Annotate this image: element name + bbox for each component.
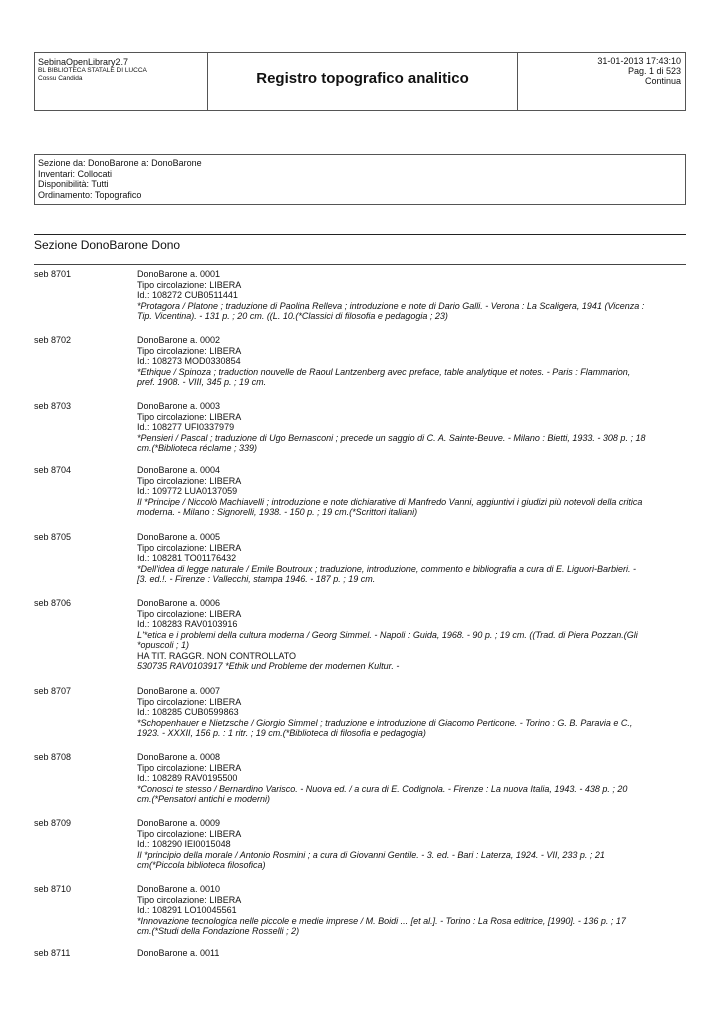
bibliographic-description: Il *principio della morale / Antonio Rosmini ; a cura di Giovanni Gentile. - 3. ed. - Bari : Laterza, 1924. - VII, 233 p. ; 21 bbox=[137, 849, 605, 860]
record-id: Id.: 109772 LUA0137059 bbox=[137, 486, 238, 496]
circulation-type: Tipo circolazione: LIBERA bbox=[137, 345, 242, 356]
continua-label: Continua bbox=[644, 76, 681, 86]
entry-body bbox=[137, 752, 686, 805]
record-id: Id.: 108289 RAV0195500 bbox=[137, 773, 238, 783]
shelf-mark: seb 8707 bbox=[34, 686, 72, 696]
circulation-type: Tipo circolazione: LIBERA bbox=[137, 475, 242, 486]
entry-body bbox=[137, 884, 686, 937]
bibliographic-description: *Conosci te stesso / Bernardino Varisco. - Nuova ed. / a cura di E. Codignola. - Firenze : La nuova Italia, 1943. - 438 p. ; 20 bbox=[137, 783, 628, 794]
shelf-mark: seb 8701 bbox=[34, 269, 72, 279]
record-id: Id.: 108290 IEI0015048 bbox=[137, 839, 231, 849]
bibliographic-description: Tip. Vicentina). - 131 p. ; 20 cm. ((L. 10.(*Classici di filosofia e pedagogia ; 23) bbox=[137, 311, 448, 321]
bibliographic-description: Il *Principe / Niccolò Machiavelli ; introduzione e note dichiarative di Manfredo Vanni, aggiuntivi i giudizi più notevoli della critica bbox=[137, 496, 643, 507]
record-id: Id.: 108285 CUB0599863 bbox=[137, 707, 239, 717]
inventory-number: DonoBarone a. 0008 bbox=[137, 752, 221, 762]
bibliographic-description: 530735 RAV0103917 *Ethik und Probleme der modernen Kultur. - bbox=[137, 661, 400, 671]
header-title-cell bbox=[208, 53, 518, 110]
record-id: Id.: 108277 UFI0337979 bbox=[137, 422, 235, 432]
app-name: SebinaOpenLibrary2.7 bbox=[38, 57, 129, 67]
bibliographic-description: *Ethique / Spinoza ; traduction nouvelle de Raoul Lantzenberg avec preface, table analytique et notes. - Paris : Flammarion, bbox=[137, 366, 631, 377]
section-title: Sezione DonoBarone Dono bbox=[34, 238, 181, 252]
inventory-number: DonoBarone a. 0002 bbox=[137, 335, 221, 345]
bibliographic-description: *Dell'idea di legge naturale / Emile Boutroux ; traduzione, introduzione, commento e bibliografia a cura di E. Liguori-Barbieri. - bbox=[137, 563, 636, 574]
circulation-type: Tipo circolazione: LIBERA bbox=[137, 411, 242, 422]
circulation-type: Tipo circolazione: LIBERA bbox=[137, 894, 242, 905]
bibliographic-description: cm(*Piccola biblioteca filosofica) bbox=[137, 860, 266, 870]
report-header bbox=[34, 52, 686, 111]
inventory-number: DonoBarone a. 0005 bbox=[137, 532, 221, 542]
circulation-type: Tipo circolazione: LIBERA bbox=[137, 542, 242, 553]
bibliographic-description: *Protagora / Platone ; traduzione di Paolina Relleva ; introduzione e note di Dario Galli. - Verona : La Scaligera, 1941 (Vicenza : bbox=[137, 300, 645, 311]
record-id: Id.: 108291 LO10045561 bbox=[137, 905, 237, 915]
bibliographic-description: *opuscoli ; 1) bbox=[137, 640, 190, 650]
entry-body bbox=[137, 401, 686, 454]
bibliographic-description: *Schopenhauer e Nietzsche / Giorgio Simmel ; traduzione e introduzione di Giacomo Perticone. - Torino : G. B. Paravia e C., bbox=[137, 717, 633, 728]
shelf-mark: seb 8706 bbox=[34, 598, 72, 608]
entry-body bbox=[137, 818, 686, 871]
bibliographic-description: 1923. - XXXII, 156 p. : 1 ritr. ; 19 cm.(*Biblioteca di filosofia e pedagogia) bbox=[137, 728, 426, 738]
bibliographic-description: *Pensieri / Pascal ; traduzione di Ugo Bernasconi ; precede un saggio di C. A. Sainte-Beuve. - Milano : Bietti, 1933. - 308 p. ; 18 bbox=[137, 432, 646, 443]
entry-body bbox=[137, 948, 686, 959]
filter-section: Sezione da: DonoBarone a: DonoBarone bbox=[38, 158, 202, 168]
entry-body bbox=[137, 465, 686, 518]
inventory-number: DonoBarone a. 0001 bbox=[137, 269, 221, 279]
record-id: Id.: 108273 MOD0330854 bbox=[137, 356, 241, 366]
page-number: Pag. 1 di 523 bbox=[627, 66, 681, 76]
circulation-type: Tipo circolazione: LIBERA bbox=[137, 696, 242, 707]
bibliographic-description: L'*etica e i problemi della cultura moderna / Georg Simmel. - Napoli : Guida, 1968. - 90 p. ; 19 cm. ((Trad. di Piera Pozzan.(Gli bbox=[137, 629, 638, 640]
inventory-number: DonoBarone a. 0006 bbox=[137, 598, 221, 608]
bibliographic-description: HA TIT. RAGGR. NON CONTROLLATO bbox=[137, 650, 297, 661]
entry-body bbox=[137, 686, 686, 739]
shelf-mark: seb 8704 bbox=[34, 465, 72, 475]
shelf-mark: seb 8705 bbox=[34, 532, 72, 542]
entry-body bbox=[137, 269, 686, 322]
filter-box bbox=[34, 154, 686, 205]
filter-inventory: Inventari: Collocati bbox=[38, 168, 113, 179]
inventory-number: DonoBarone a. 0011 bbox=[137, 948, 220, 958]
shelf-mark: seb 8711 bbox=[34, 948, 71, 958]
bibliographic-description: cm.(*Pensatori antichi e moderni) bbox=[137, 794, 271, 804]
shelf-mark: seb 8708 bbox=[34, 752, 72, 762]
filter-availability: Disponibilità: Tutti bbox=[38, 179, 109, 190]
record-id: Id.: 108272 CUB0511441 bbox=[137, 290, 238, 300]
entry-body bbox=[137, 335, 686, 388]
section-divider-bottom bbox=[34, 264, 686, 265]
report-title: Registro topografico analitico bbox=[256, 70, 469, 87]
circulation-type: Tipo circolazione: LIBERA bbox=[137, 279, 242, 290]
filter-ordering: Ordinamento: Topografico bbox=[38, 189, 142, 200]
bibliographic-description: pref. 1908. - VIII, 345 p. ; 19 cm. bbox=[137, 377, 267, 387]
library-name: BL BIBLIOTECA STATALE DI LUCCA bbox=[38, 67, 147, 74]
inventory-number: DonoBarone a. 0003 bbox=[137, 401, 221, 411]
shelf-mark: seb 8703 bbox=[34, 401, 72, 411]
bibliographic-description: moderna. - Milano : Signorelli, 1938. - 150 p. ; 19 cm.(*Scrittori italiani) bbox=[137, 507, 418, 517]
inventory-number: DonoBarone a. 0004 bbox=[137, 465, 221, 475]
inventory-number: DonoBarone a. 0007 bbox=[137, 686, 221, 696]
bibliographic-description: *Innovazione tecnologica nelle piccole e medie imprese / M. Boidi ... [et al.]. - Torino : La Rosa editrice, [1990]. - 136 p. ; 17 bbox=[137, 915, 626, 926]
circulation-type: Tipo circolazione: LIBERA bbox=[137, 608, 242, 619]
shelf-mark: seb 8710 bbox=[34, 884, 72, 894]
user-name: Cossu Candida bbox=[38, 75, 83, 82]
circulation-type: Tipo circolazione: LIBERA bbox=[137, 762, 242, 773]
shelf-mark: seb 8709 bbox=[34, 818, 72, 828]
shelf-mark: seb 8702 bbox=[34, 335, 72, 345]
circulation-type: Tipo circolazione: LIBERA bbox=[137, 828, 242, 839]
bibliographic-description: [3. ed.!. - Firenze : Vallecchi, stampa 1946. - 187 p. ; 19 cm. bbox=[137, 574, 376, 584]
bibliographic-description: cm.(*Biblioteca réclame ; 339) bbox=[137, 443, 258, 453]
header-meta-cell bbox=[518, 53, 685, 110]
record-id: Id.: 108281 TO01176432 bbox=[137, 553, 237, 563]
inventory-number: DonoBarone a. 0009 bbox=[137, 818, 221, 828]
entry-body bbox=[137, 532, 686, 585]
report-datetime: 31-01-2013 17:43:10 bbox=[597, 56, 681, 66]
section-divider-top bbox=[34, 234, 686, 235]
entry-body bbox=[137, 598, 686, 672]
bibliographic-description: cm.(*Studi della Fondazione Rosselli ; 2) bbox=[137, 926, 300, 936]
header-library-cell bbox=[35, 53, 208, 110]
inventory-number: DonoBarone a. 0010 bbox=[137, 884, 221, 894]
record-id: Id.: 108283 RAV0103916 bbox=[137, 619, 238, 629]
